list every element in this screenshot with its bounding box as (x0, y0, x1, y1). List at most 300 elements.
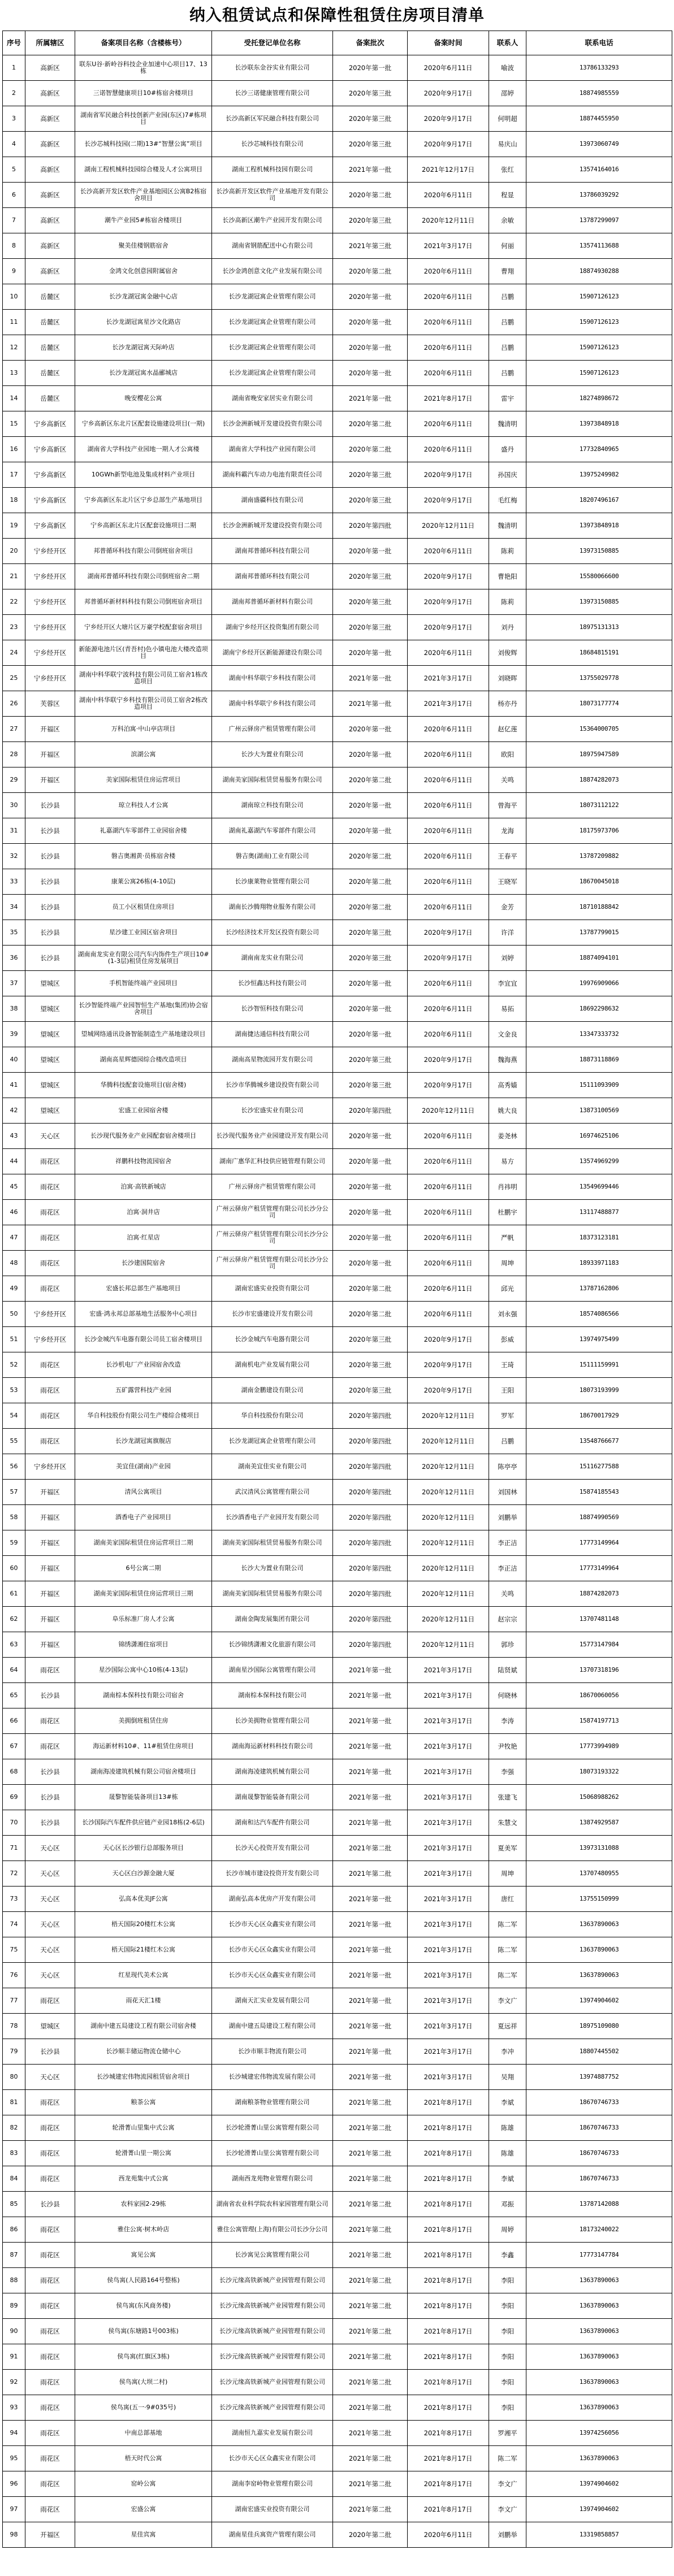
contact-cell: 毛红梅 (489, 488, 526, 513)
project-name-cell: 金鸿文化创意园附属宿舍 (75, 259, 212, 284)
seq-cell: 98 (3, 2522, 25, 2548)
entrusted-unit-cell: 湖南省钢筋配送中心有限公司 (212, 233, 333, 259)
seq-cell: 49 (3, 1276, 25, 1302)
phone-cell: 13973150885 (526, 539, 672, 564)
filing-date-cell: 2020年6月11日 (408, 640, 489, 666)
table-header (3, 31, 672, 55)
entrusted-unit-cell: 湖南海运新材料科技有限公司 (212, 1734, 333, 1759)
seq-cell: 29 (3, 767, 25, 793)
contact-cell: 魏清明 (489, 411, 526, 437)
project-name-cell: 长沙智能终端产业园智恒生产基地(集团)协会宿舍项目 (75, 996, 212, 1022)
district-cell: 雨花区 (25, 1225, 75, 1251)
filing-date-cell: 2021年3月17日 (408, 233, 489, 259)
contact-cell: 邓振 (489, 2192, 526, 2217)
seq-cell: 58 (3, 1505, 25, 1530)
entrusted-unit-cell: 湖南海凌建筑机械有限公司 (212, 1759, 333, 1785)
entrusted-unit-cell: 长沙龙湖冠寓企业管理有限公司 (212, 1429, 333, 1454)
seq-cell: 62 (3, 1607, 25, 1632)
filing-batch-cell: 2020年第三批 (333, 1047, 408, 1073)
table-row (3, 589, 672, 615)
contact-cell: 高秀嫱 (489, 1073, 526, 1098)
filing-batch-cell: 2021年第二批 (333, 1836, 408, 1861)
table-row (3, 1505, 672, 1530)
seq-cell: 95 (3, 2446, 25, 2471)
phone-cell: 15580066600 (526, 564, 672, 589)
entrusted-unit-cell: 湖南科霸汽车动力电池有限责任公司 (212, 462, 333, 488)
project-name-cell: 长沙高新开发区软件产业基地园区公寓B2栋宿舍项目 (75, 183, 212, 208)
seq-cell: 78 (3, 2014, 25, 2039)
district-cell: 雨花区 (25, 2370, 75, 2395)
filing-date-cell: 2020年6月11日 (408, 1022, 489, 1047)
phone-cell: 18670045018 (526, 869, 672, 895)
seq-cell: 79 (3, 2039, 25, 2065)
district-cell: 长沙县 (25, 844, 75, 869)
contact-cell: 陆贤斌 (489, 1658, 526, 1683)
table-row (3, 1658, 672, 1683)
phone-cell: 15116277588 (526, 1454, 672, 1480)
table-row (3, 1887, 672, 1912)
filing-date-cell: 2021年8月17日 (408, 2344, 489, 2370)
contact-cell: 王春平 (489, 844, 526, 869)
phone-cell: 13637890063 (526, 2370, 672, 2395)
column-header-entrusted-unit: 受托登记单位名称 (212, 31, 333, 55)
filing-batch-cell: 2020年第四批 (333, 1098, 408, 1124)
filing-date-cell: 2020年6月11日 (408, 818, 489, 844)
filing-date-cell: 2020年6月11日 (408, 539, 489, 564)
entrusted-unit-cell: 雅住公寓管理(上海)有限公司长沙分公司 (212, 2217, 333, 2243)
project-name-cell: 宏盛·鸿永邦总部基地生活服务中心项目 (75, 1302, 212, 1327)
phone-cell: 13973131088 (526, 1836, 672, 1861)
project-name-cell: 窑岭公寓 (75, 2471, 212, 2497)
project-name-cell: 雅住公寓·树木岭店 (75, 2217, 212, 2243)
table-row (3, 971, 672, 996)
phone-cell: 18207496167 (526, 488, 672, 513)
entrusted-unit-cell: 湖南中建五局建设工程有限公司 (212, 2014, 333, 2039)
district-cell: 岳麓区 (25, 386, 75, 411)
filing-date-cell: 2021年8月17日 (408, 2141, 489, 2166)
district-cell: 雨花区 (25, 1403, 75, 1429)
contact-cell: 邵婷 (489, 81, 526, 106)
project-name-cell: 磐吉奥湘黄·员栋宿舍楼 (75, 844, 212, 869)
filing-batch-cell: 2021年第一批 (333, 1734, 408, 1759)
filing-date-cell: 2021年3月17日 (408, 1683, 489, 1708)
contact-cell: 李阳 (489, 2268, 526, 2293)
phone-cell: 13874929587 (526, 1810, 672, 1836)
filing-date-cell: 2020年6月11日 (408, 1174, 489, 1200)
filing-batch-cell: 2020年第一批 (333, 971, 408, 996)
table-row (3, 1581, 672, 1607)
district-cell: 雨花区 (25, 2319, 75, 2344)
phone-cell: 13707318196 (526, 1658, 672, 1683)
filing-date-cell: 2021年3月17日 (408, 1912, 489, 1937)
filing-date-cell: 2020年6月11日 (408, 259, 489, 284)
filing-batch-cell: 2020年第三批 (333, 920, 408, 946)
contact-cell: 孙国庆 (489, 462, 526, 488)
project-name-cell: 湖南南龙实业有限公司汽车内饰件生产项目10#(1-3层)租赁住房发展项目 (75, 946, 212, 971)
project-name-cell: 宁乡高新区东北片区配套设施项目二期 (75, 513, 212, 539)
district-cell: 天心区 (25, 1963, 75, 1988)
filing-date-cell: 2021年3月17日 (408, 1759, 489, 1785)
seq-cell: 36 (3, 946, 25, 971)
filing-batch-cell: 2021年第一批 (333, 1810, 408, 1836)
filing-batch-cell: 2020年第一批 (333, 361, 408, 386)
seq-cell: 20 (3, 539, 25, 564)
filing-date-cell: 2020年6月11日 (408, 2522, 489, 2548)
project-name-cell: 湖南省大学科技产业园地一期人才公寓楼 (75, 437, 212, 462)
district-cell: 岳麓区 (25, 335, 75, 361)
phone-cell: 17773147784 (526, 2243, 672, 2268)
filing-batch-cell: 2021年第一批 (333, 2014, 408, 2039)
contact-cell: 吕鹏 (489, 361, 526, 386)
seq-cell: 57 (3, 1480, 25, 1505)
table-row (3, 2192, 672, 2217)
contact-cell: 周坤 (489, 1861, 526, 1887)
project-name-cell: 中南总部基地 (75, 2421, 212, 2446)
district-cell: 开福区 (25, 1530, 75, 1556)
table-row (3, 615, 672, 640)
project-name-cell: 酒香电子产业园项目 (75, 1505, 212, 1530)
district-cell: 雨花区 (25, 1200, 75, 1225)
filing-date-cell: 2020年6月11日 (408, 895, 489, 920)
filing-batch-cell: 2020年第四批 (333, 1480, 408, 1505)
contact-cell: 赵亿莲 (489, 717, 526, 742)
table-row (3, 1988, 672, 2014)
filing-batch-cell: 2020年第一批 (333, 640, 408, 666)
entrusted-unit-cell: 湖南棕本保科技有限公司 (212, 1683, 333, 1708)
seq-cell: 8 (3, 233, 25, 259)
project-name-cell: 长沙机电厂产业园宿舍改造 (75, 1352, 212, 1378)
entrusted-unit-cell: 长沙市顺丰物流有限公司 (212, 2039, 333, 2065)
filing-date-cell: 2020年6月11日 (408, 1276, 489, 1302)
district-cell: 雨花区 (25, 2217, 75, 2243)
filing-batch-cell: 2020年第三批 (333, 1327, 408, 1352)
table-row (3, 1861, 672, 1887)
entrusted-unit-cell: 长沙元缘高铁新城产业园管理有限公司 (212, 2395, 333, 2421)
phone-cell: 13637890063 (526, 2395, 672, 2421)
district-cell: 望城区 (25, 1073, 75, 1098)
filing-date-cell: 2020年6月11日 (408, 844, 489, 869)
contact-cell: 刘鹏举 (489, 1505, 526, 1530)
seq-cell: 69 (3, 1785, 25, 1810)
project-name-cell: 雨花天汇1楼 (75, 1988, 212, 2014)
seq-cell: 24 (3, 640, 25, 666)
filing-date-cell: 2021年3月17日 (408, 691, 489, 717)
filing-batch-cell: 2020年第二批 (333, 767, 408, 793)
phone-cell: 18670746733 (526, 2115, 672, 2141)
phone-cell: 18670746733 (526, 2141, 672, 2166)
table-body (3, 55, 672, 2548)
entrusted-unit-cell: 长沙宏盛实业有限公司 (212, 1098, 333, 1124)
project-name-cell: 长沙龙湖冠寓水晶郦城店 (75, 361, 212, 386)
filing-date-cell: 2020年6月11日 (408, 361, 489, 386)
phone-cell: 18975131313 (526, 615, 672, 640)
phone-cell: 18073177774 (526, 691, 672, 717)
seq-cell: 83 (3, 2141, 25, 2166)
table-row (3, 539, 672, 564)
table-row (3, 996, 672, 1022)
project-name-cell: 侯鸟寓(东风商务楼) (75, 2293, 212, 2319)
seq-cell: 9 (3, 259, 25, 284)
project-name-cell: 礼嘉湖汽车零部件工业园宿舍楼 (75, 818, 212, 844)
project-name-cell: 湖南中科华联宁波科技有限公司员工宿舍1栋改造项目 (75, 666, 212, 691)
district-cell: 雨花区 (25, 2293, 75, 2319)
filing-date-cell: 2020年6月11日 (408, 335, 489, 361)
entrusted-unit-cell: 湖南捷达通信科技有限公司 (212, 1022, 333, 1047)
district-cell: 长沙县 (25, 895, 75, 920)
contact-cell: 李涛 (489, 1708, 526, 1734)
district-cell: 雨花区 (25, 1378, 75, 1403)
filing-batch-cell: 2020年第一批 (333, 539, 408, 564)
filing-date-cell: 2020年6月11日 (408, 1302, 489, 1327)
seq-cell: 3 (3, 106, 25, 132)
district-cell: 宁乡经开区 (25, 640, 75, 666)
filing-batch-cell: 2020年第四批 (333, 513, 408, 539)
seq-cell: 88 (3, 2268, 25, 2293)
filing-date-cell: 2021年3月17日 (408, 2014, 489, 2039)
table-row (3, 1454, 672, 1480)
project-name-cell: 邦普循环新材料科技有限公司倒班宿舍项目 (75, 589, 212, 615)
district-cell: 长沙县 (25, 2039, 75, 2065)
phone-cell: 13548766677 (526, 1429, 672, 1454)
seq-cell: 90 (3, 2319, 25, 2344)
seq-cell: 60 (3, 1556, 25, 1581)
filing-batch-cell: 2020年第四批 (333, 1403, 408, 1429)
column-header-phone: 联系电话 (526, 31, 672, 55)
entrusted-unit-cell: 湖南邦普循环新材料有限公司 (212, 589, 333, 615)
filing-date-cell: 2020年9月17日 (408, 1047, 489, 1073)
project-name-cell: 侯鸟寓(五一·9#035号) (75, 2395, 212, 2421)
filing-batch-cell: 2020年第四批 (333, 1581, 408, 1607)
entrusted-unit-cell: 湖南宏盛实业投资有限公司 (212, 1276, 333, 1302)
filing-batch-cell: 2021年第二批 (333, 2192, 408, 2217)
contact-cell: 姜尧林 (489, 1124, 526, 1149)
seq-cell: 53 (3, 1378, 25, 1403)
district-cell: 高新区 (25, 106, 75, 132)
table-row (3, 691, 672, 717)
district-cell: 天心区 (25, 1124, 75, 1149)
filing-batch-cell: 2021年第一批 (333, 1785, 408, 1810)
filing-batch-cell: 2020年第三批 (333, 946, 408, 971)
filing-batch-cell: 2020年第二批 (333, 869, 408, 895)
table-row (3, 1073, 672, 1098)
table-row (3, 2217, 672, 2243)
phone-cell: 13574969299 (526, 1149, 672, 1174)
document-title: 纳入租赁试点和保障性租赁住房项目清单 (189, 6, 485, 24)
entrusted-unit-cell: 长沙市城市建设投资开发有限公司 (212, 1861, 333, 1887)
phone-cell: 13637890063 (526, 1963, 672, 1988)
filing-batch-cell: 2020年第一批 (333, 996, 408, 1022)
filing-date-cell: 2021年8月17日 (408, 2166, 489, 2192)
phone-cell: 18073193999 (526, 1378, 672, 1403)
phone-cell: 13787299097 (526, 208, 672, 233)
entrusted-unit-cell: 湖南礼嘉湖汽车零部件有限公司 (212, 818, 333, 844)
entrusted-unit-cell: 长沙龙湖冠寓企业管理有限公司 (212, 310, 333, 335)
district-cell: 雨花区 (25, 2344, 75, 2370)
filing-date-cell: 2020年6月11日 (408, 310, 489, 335)
table-row (3, 1200, 672, 1225)
district-cell: 宁乡高新区 (25, 411, 75, 437)
filing-batch-cell: 2020年第二批 (333, 411, 408, 437)
filing-date-cell: 2020年6月11日 (408, 869, 489, 895)
contact-cell: 欧阳 (489, 742, 526, 767)
contact-cell: 吕鹏 (489, 1429, 526, 1454)
district-cell: 岳麓区 (25, 310, 75, 335)
entrusted-unit-cell: 长沙三诺健康管理有限公司 (212, 81, 333, 106)
phone-cell: 18073193322 (526, 1759, 672, 1785)
seq-cell: 63 (3, 1632, 25, 1658)
phone-cell: 13973848918 (526, 411, 672, 437)
table-row (3, 2471, 672, 2497)
district-cell: 雨花区 (25, 1251, 75, 1276)
filing-batch-cell: 2020年第二批 (333, 1276, 408, 1302)
contact-cell: 彭威 (489, 1327, 526, 1352)
district-cell: 宁乡高新区 (25, 437, 75, 462)
phone-cell: 18874990569 (526, 1505, 672, 1530)
seq-cell: 80 (3, 2065, 25, 2090)
filing-batch-cell: 2021年第二批 (333, 2344, 408, 2370)
seq-cell: 34 (3, 895, 25, 920)
filing-batch-cell: 2021年第一批 (333, 386, 408, 411)
filing-batch-cell: 2020年第四批 (333, 1429, 408, 1454)
project-name-cell: 长沙现代服务业产业园配套宿舍楼项目 (75, 1124, 212, 1149)
seq-cell: 89 (3, 2293, 25, 2319)
phone-cell: 13973150885 (526, 589, 672, 615)
filing-batch-cell: 2020年第一批 (333, 1225, 408, 1251)
table-row (3, 462, 672, 488)
district-cell: 高新区 (25, 132, 75, 157)
project-name-cell: 宁乡高新区东北片区配套设施建设项目(一期) (75, 411, 212, 437)
phone-cell: 13637890063 (526, 2344, 672, 2370)
district-cell: 高新区 (25, 157, 75, 183)
table-row (3, 2344, 672, 2370)
seq-cell: 26 (3, 691, 25, 717)
contact-cell: 文金良 (489, 1022, 526, 1047)
contact-cell: 易庆山 (489, 132, 526, 157)
filing-date-cell: 2021年3月17日 (408, 1785, 489, 1810)
entrusted-unit-cell: 湖南美家国际租赁贸易服务有限公司 (212, 1530, 333, 1556)
filing-date-cell: 2021年8月17日 (408, 2497, 489, 2522)
entrusted-unit-cell: 长沙市天心区众鑫实业有限公司 (212, 1912, 333, 1937)
district-cell: 雨花区 (25, 2268, 75, 2293)
contact-cell: 尹牧艳 (489, 1734, 526, 1759)
project-name-cell: 侯鸟寓(东塘路1号003栋) (75, 2319, 212, 2344)
entrusted-unit-cell: 长沙天心投资开发有限公司 (212, 1836, 333, 1861)
filing-batch-cell: 2020年第二批 (333, 183, 408, 208)
district-cell: 长沙县 (25, 920, 75, 946)
table-row (3, 2243, 672, 2268)
district-cell: 开福区 (25, 1480, 75, 1505)
phone-cell: 13637890063 (526, 2293, 672, 2319)
district-cell: 天心区 (25, 1912, 75, 1937)
filing-batch-cell: 2020年第一批 (333, 793, 408, 818)
phone-cell: 13574164016 (526, 157, 672, 183)
table-row (3, 1632, 672, 1658)
entrusted-unit-cell: 湖南省晚安家居实业有限公司 (212, 386, 333, 411)
filing-batch-cell: 2021年第一批 (333, 1963, 408, 1988)
phone-cell: 15907126123 (526, 335, 672, 361)
project-name-cell: 6号公寓二期 (75, 1556, 212, 1581)
filing-date-cell: 2020年12月11日 (408, 1505, 489, 1530)
district-cell: 高新区 (25, 183, 75, 208)
project-name-cell: 清风公寓项目 (75, 1480, 212, 1505)
contact-cell: 李文广 (489, 2497, 526, 2522)
district-cell: 开福区 (25, 1632, 75, 1658)
entrusted-unit-cell: 湖南省农业科学院农科家园管理有限公司 (212, 2192, 333, 2217)
entrusted-unit-cell: 长沙美拥物业管理有限公司 (212, 1708, 333, 1734)
table-row (3, 1480, 672, 1505)
phone-cell: 13974904602 (526, 2497, 672, 2522)
phone-cell: 13873100569 (526, 1098, 672, 1124)
seq-cell: 81 (3, 2090, 25, 2115)
phone-cell: 15111093909 (526, 1073, 672, 1098)
project-name-cell: 湖南海凌建筑机械有限公司宿舍楼项目 (75, 1759, 212, 1785)
contact-cell: 李强 (489, 1759, 526, 1785)
entrusted-unit-cell: 长沙元缘高铁新城产业园管理有限公司 (212, 2344, 333, 2370)
filing-batch-cell: 2021年第二批 (333, 2370, 408, 2395)
table-row (3, 844, 672, 869)
entrusted-unit-cell: 湖南南龙实业有限公司 (212, 946, 333, 971)
filing-batch-cell: 2020年第三批 (333, 488, 408, 513)
district-cell: 雨花区 (25, 1988, 75, 2014)
filing-batch-cell: 2020年第一批 (333, 1174, 408, 1200)
filing-date-cell: 2021年12月17日 (408, 157, 489, 183)
seq-cell: 43 (3, 1124, 25, 1149)
seq-cell: 10 (3, 284, 25, 310)
district-cell: 宁乡经开区 (25, 1302, 75, 1327)
filing-date-cell: 2021年3月17日 (408, 1861, 489, 1887)
phone-cell: 18670746733 (526, 2166, 672, 2192)
table-row (3, 411, 672, 437)
seq-cell: 77 (3, 1988, 25, 2014)
entrusted-unit-cell: 长沙现代服务业产业园建设开发有限公司 (212, 1124, 333, 1149)
seq-cell: 41 (3, 1073, 25, 1098)
district-cell: 雨花区 (25, 2141, 75, 2166)
seq-cell: 52 (3, 1352, 25, 1378)
filing-date-cell: 2020年9月17日 (408, 615, 489, 640)
phone-cell: 13787799015 (526, 920, 672, 946)
filing-batch-cell: 2021年第二批 (333, 2471, 408, 2497)
district-cell: 开福区 (25, 1505, 75, 1530)
district-cell: 雨花区 (25, 2446, 75, 2471)
contact-cell: 罗湘平 (489, 2421, 526, 2446)
phone-cell: 13975249982 (526, 462, 672, 488)
table-row (3, 2497, 672, 2522)
table-row (3, 1429, 672, 1454)
project-name-cell: 五矿露营科技产业园 (75, 1378, 212, 1403)
contact-cell: 王阳 (489, 1378, 526, 1403)
filing-date-cell: 2020年9月17日 (408, 1352, 489, 1378)
project-name-cell: 侯鸟寓(红旗区3栋) (75, 2344, 212, 2370)
contact-cell: 易方 (489, 1149, 526, 1174)
filing-date-cell: 2021年8月17日 (408, 2243, 489, 2268)
filing-batch-cell: 2020年第一批 (333, 717, 408, 742)
district-cell: 长沙县 (25, 869, 75, 895)
phone-cell: 15773147984 (526, 1632, 672, 1658)
district-cell: 芙蓉区 (25, 691, 75, 717)
entrusted-unit-cell: 长沙经济技术开发区投资有限公司 (212, 920, 333, 946)
project-name-cell: 长沙龙湖冠寓天际岭店 (75, 335, 212, 361)
filing-batch-cell: 2021年第一批 (333, 2039, 408, 2065)
filing-date-cell: 2021年8月17日 (408, 2319, 489, 2344)
district-cell: 开福区 (25, 742, 75, 767)
contact-cell: 陈莉 (489, 589, 526, 615)
filing-batch-cell: 2020年第一批 (333, 284, 408, 310)
project-name-cell: 宏盛长邦总部生产基地项目 (75, 1276, 212, 1302)
district-cell: 长沙县 (25, 946, 75, 971)
contact-cell: 肖祎明 (489, 1174, 526, 1200)
entrusted-unit-cell: 磐吉奥(湖南)工业有限公司 (212, 844, 333, 869)
seq-cell: 54 (3, 1403, 25, 1429)
